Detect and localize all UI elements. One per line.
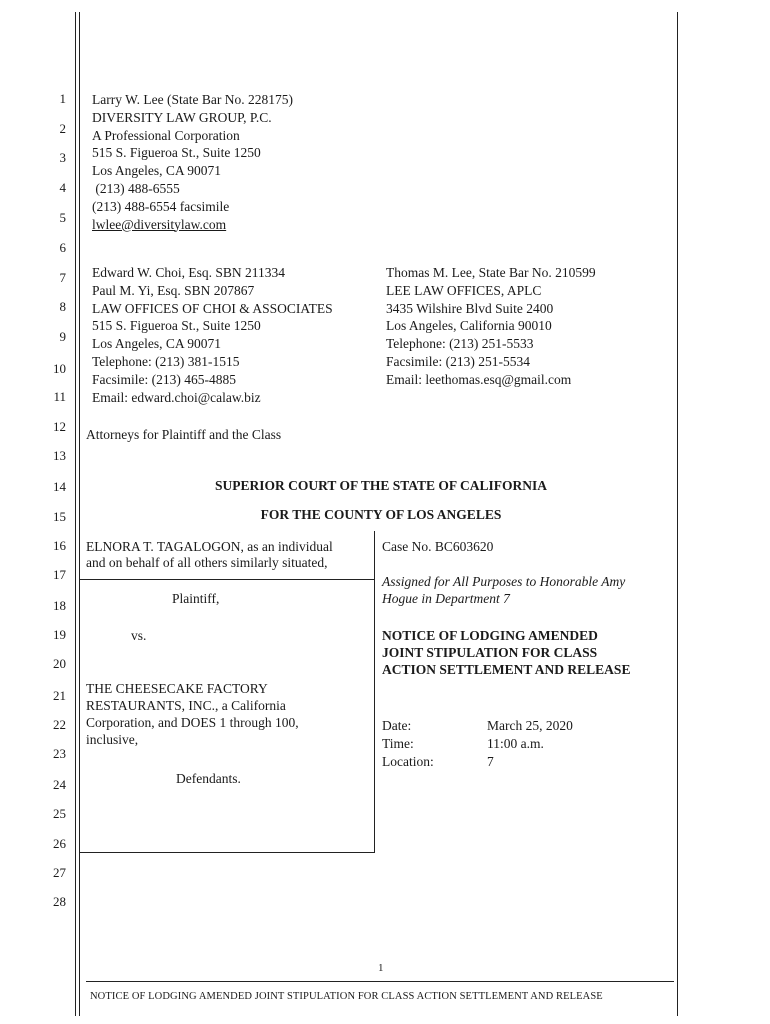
counsel-block-top [92, 91, 293, 233]
line-number: 5 [59, 210, 66, 225]
line-number: 13 [53, 448, 66, 463]
case-number: Case No. BC603620 [382, 539, 494, 554]
line-number: 21 [53, 688, 66, 703]
counsel-block-right [386, 264, 596, 389]
footer-rule [86, 981, 674, 982]
defendant-line: Corporation, and DOES 1 through 100, [86, 715, 299, 730]
caption-divider-bottom [80, 852, 375, 853]
line-number: 17 [53, 567, 66, 582]
counsel-line: DIVERSITY LAW GROUP, P.C. [92, 109, 272, 125]
counsel-line: LEE LAW OFFICES, APLC [386, 282, 542, 298]
document-title-line: ACTION SETTLEMENT AND RELEASE [382, 662, 631, 677]
counsel-line: 3435 Wilshire Blvd Suite 2400 [386, 300, 554, 316]
document-title-line: JOINT STIPULATION FOR CLASS [382, 645, 598, 660]
line-number: 6 [59, 240, 66, 255]
assigned-judge-line: Hogue in Department 7 [382, 591, 510, 606]
counsel-email-link[interactable]: lwlee@diversitylaw.com [92, 216, 227, 232]
line-number: 27 [53, 865, 66, 880]
plaintiff-role: Plaintiff, [172, 591, 220, 606]
counsel-line: Thomas M. Lee, State Bar No. 210599 [386, 265, 596, 280]
counsel-line: 515 S. Figueroa St., Suite 1250 [92, 145, 261, 161]
hearing-location-value: 7 [487, 754, 494, 769]
right-margin-line [677, 12, 678, 1016]
line-number: 28 [53, 894, 66, 909]
court-title: SUPERIOR COURT OF THE STATE OF CALIFORNIA [214, 478, 548, 493]
counsel-line: Telephone: (213) 251-5533 [386, 336, 534, 352]
counsel-line: (213) 488-6554 facsimile [92, 198, 230, 214]
line-number: 23 [53, 746, 66, 761]
caption-divider-mid [80, 579, 375, 580]
line-number: 1 [59, 91, 66, 106]
line-number: 19 [53, 627, 66, 642]
counsel-line: Paul M. Yi, Esq. SBN 207867 [92, 282, 255, 298]
counsel-line: Edward W. Choi, Esq. SBN 211334 [92, 265, 286, 280]
line-number: 7 [59, 270, 66, 285]
counsel-block-left [92, 264, 333, 406]
plaintiff-name-line: and on behalf of all others similarly situated, [86, 555, 328, 570]
attorneys-for-line: Attorneys for Plaintiff and the Class [86, 427, 282, 442]
left-margin-line-inner [79, 12, 80, 1016]
line-number: 9 [59, 329, 66, 344]
line-number: 20 [53, 656, 66, 671]
left-margin-line-outer [75, 12, 76, 1016]
plaintiff-name-line: ELNORA T. TAGALOGON, as an individual [86, 539, 333, 554]
document-title-line: NOTICE OF LODGING AMENDED [382, 628, 598, 643]
counsel-line: (213) 488-6555 [92, 180, 180, 196]
line-number: 2 [59, 121, 66, 136]
hearing-date-value: March 25, 2020 [487, 718, 573, 733]
line-number: 26 [53, 836, 66, 851]
counsel-line: 515 S. Figueroa St., Suite 1250 [92, 318, 261, 334]
page-number: 1 [378, 962, 384, 974]
document-title [382, 627, 630, 678]
counsel-line: Los Angeles, CA 90071 [92, 163, 222, 179]
counsel-line: Los Angeles, California 90010 [386, 318, 552, 334]
counsel-line: Telephone: (213) 381-1515 [92, 353, 240, 369]
line-number: 25 [53, 806, 66, 821]
footer-title: NOTICE OF LODGING AMENDED JOINT STIPULATION FOR CLASS ACTION SETTLEMENT AND RELEASE [90, 991, 603, 1002]
assigned-judge-line: Assigned for All Purposes to Honorable Amy [382, 574, 626, 589]
line-number: 10 [53, 361, 66, 376]
line-number: 22 [53, 717, 66, 732]
counsel-line: LAW OFFICES OF CHOI & ASSOCIATES [92, 300, 333, 316]
line-number: 15 [53, 509, 66, 524]
defendant-line: inclusive, [86, 732, 139, 747]
line-number: 18 [53, 598, 66, 613]
line-number: 16 [53, 538, 66, 553]
line-number: 24 [53, 777, 66, 792]
line-number: 12 [53, 419, 66, 434]
defendant-block [86, 680, 299, 748]
defendant-line: THE CHEESECAKE FACTORY [86, 681, 268, 696]
hearing-location-label: Location: [382, 754, 434, 769]
counsel-line: Facsimile: (213) 465-4885 [92, 371, 236, 387]
counsel-line: Facsimile: (213) 251-5534 [386, 353, 530, 369]
hearing-date-label: Date: [382, 718, 412, 733]
counsel-line: Larry W. Lee (State Bar No. 228175) [92, 92, 293, 107]
counsel-line: A Professional Corporation [92, 127, 240, 143]
hearing-time-label: Time: [382, 736, 414, 751]
counsel-line: Email: edward.choi@calaw.biz [92, 389, 261, 405]
defendant-line: RESTAURANTS, INC., a California [86, 698, 286, 713]
versus-label: vs. [131, 628, 147, 643]
line-number: 3 [59, 150, 66, 165]
line-number: 14 [53, 479, 66, 494]
counsel-line: Los Angeles, CA 90071 [92, 336, 222, 352]
defendant-role: Defendants. [176, 771, 241, 786]
hearing-time-value: 11:00 a.m. [487, 736, 544, 751]
county-title: FOR THE COUNTY OF LOS ANGELES [260, 507, 502, 522]
line-number: 11 [53, 389, 66, 404]
counsel-line: Email: leethomas.esq@gmail.com [386, 371, 572, 387]
line-number: 8 [59, 299, 66, 314]
line-number: 4 [59, 180, 66, 195]
